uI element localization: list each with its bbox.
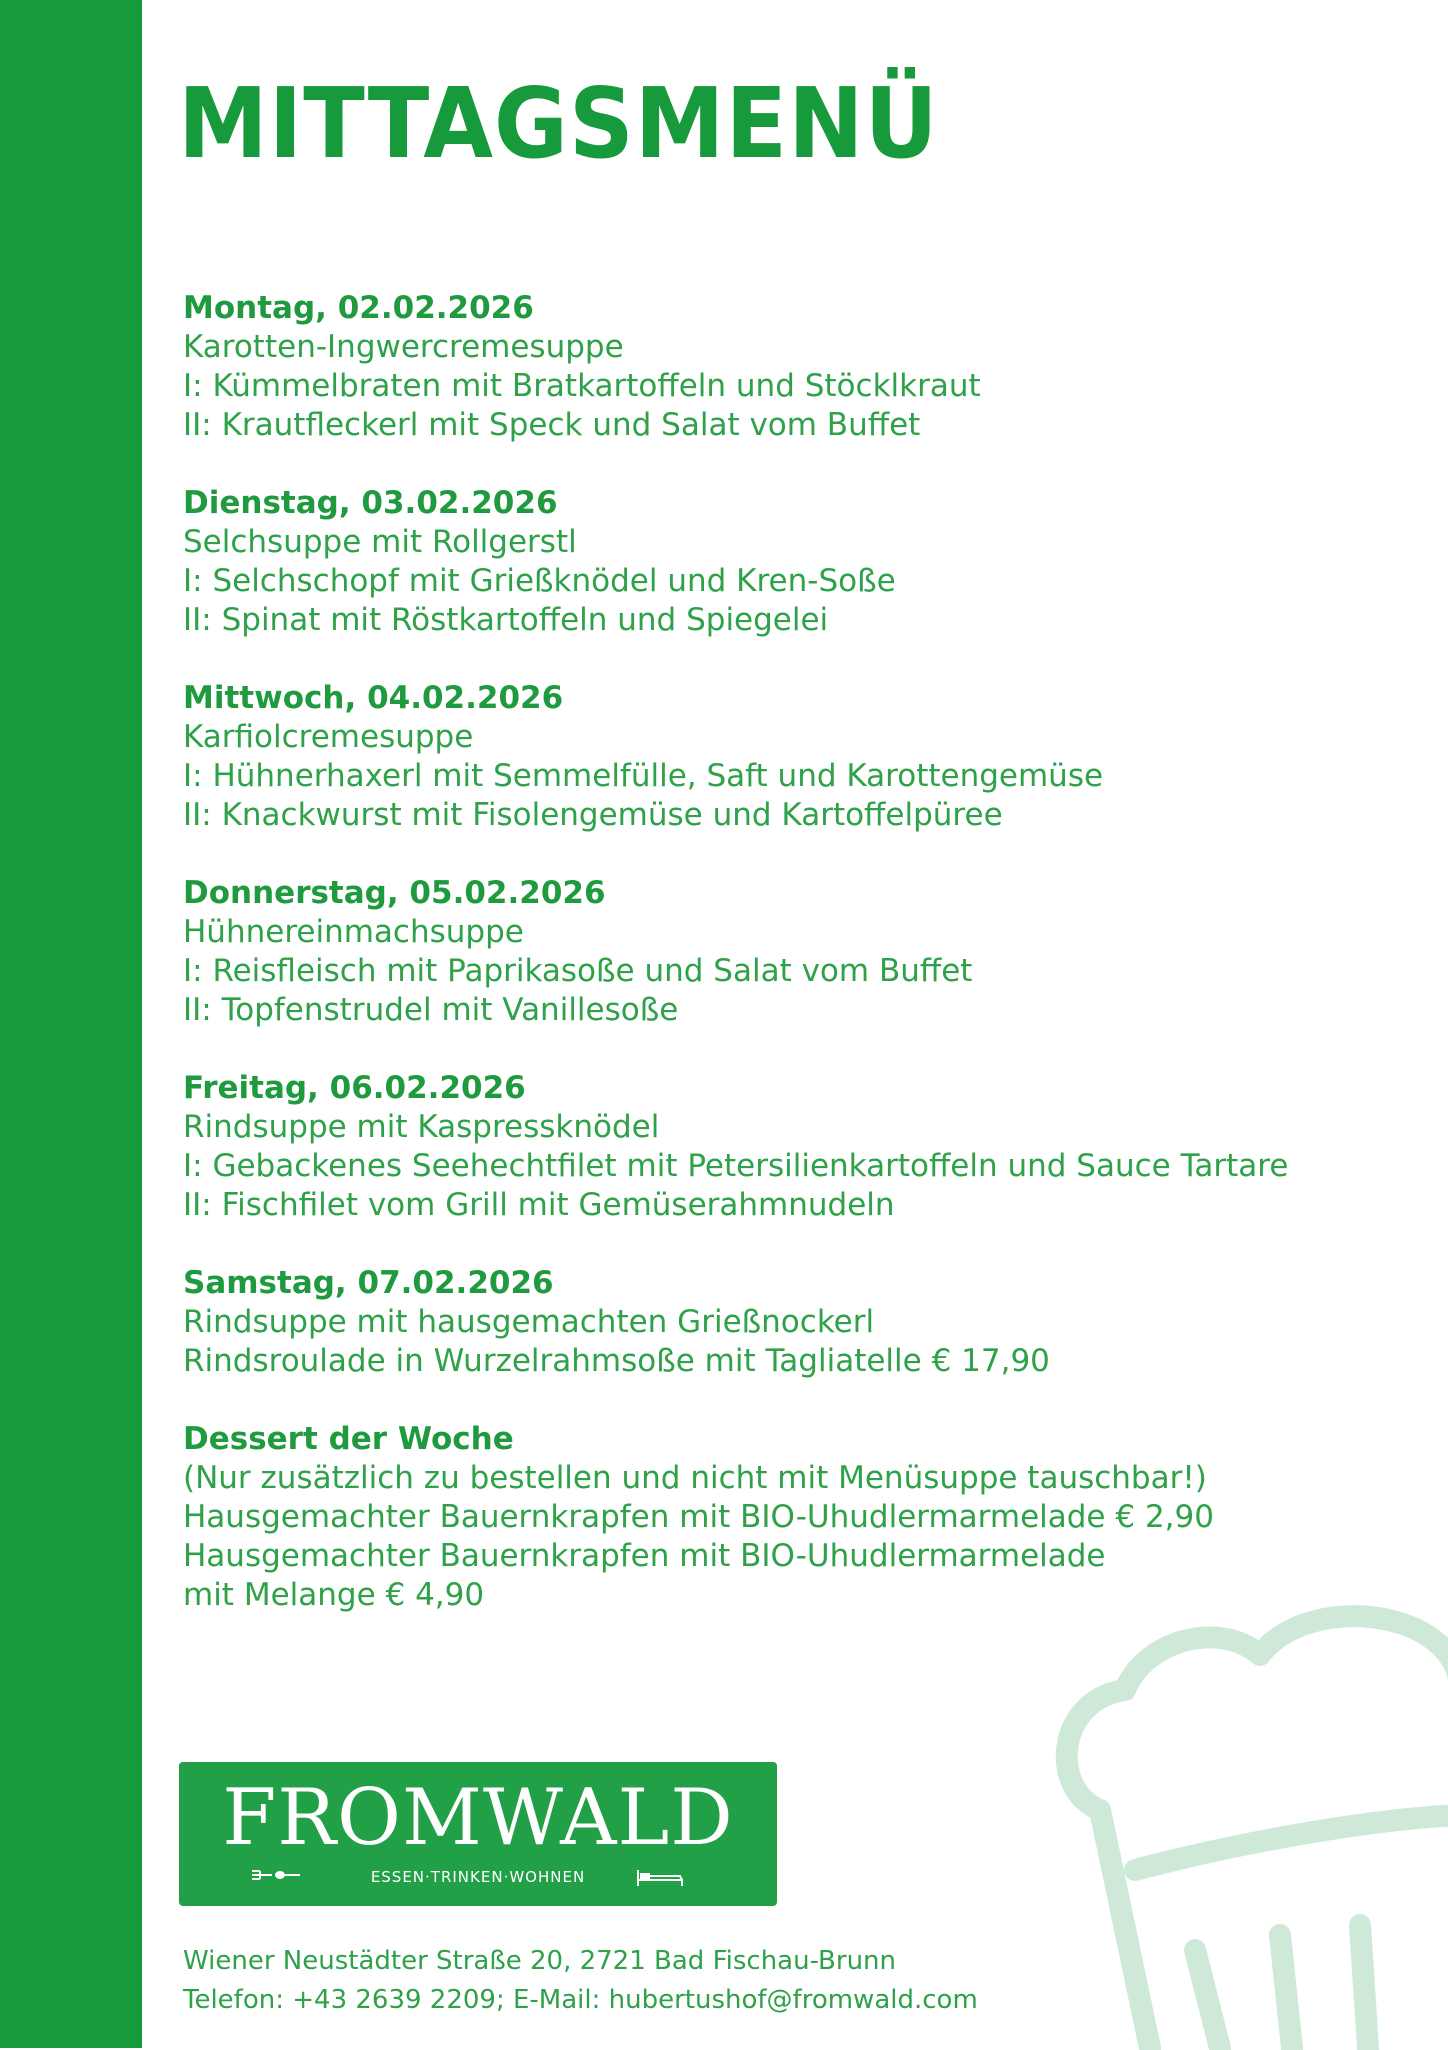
menu-line: Karotten-Ingwercremesuppe	[183, 329, 624, 365]
menu-line: I: Gebackenes Seehechtfilet mit Petersilienkartoffeln und Sauce Tartare	[183, 1148, 1289, 1184]
menu-day-monday	[183, 289, 1423, 445]
contact-info: Telefon: +43 2639 2209; E-Mail: hubertushof@fromwald.com	[183, 1985, 978, 2015]
menu-line: II: Fischfilet vom Grill mit Gemüserahmnudeln	[183, 1187, 895, 1223]
menu-day-tuesday	[183, 484, 1423, 640]
menu-line: I: Kümmelbraten mit Bratkartoffeln und Stöcklkraut	[183, 368, 981, 404]
menu-line: II: Topfenstrudel mit Vanillesoße	[183, 992, 679, 1028]
menu-line: Rindsuppe mit Kaspressknödel	[183, 1109, 660, 1145]
menu-line: Selchsuppe mit Rollgerstl	[183, 524, 577, 560]
menu-day-friday	[183, 1069, 1423, 1225]
menu-line: mit Melange € 4,90	[183, 1577, 485, 1613]
menu-line: Hausgemachter Bauernkrapfen mit BIO-Uhudlermarmelade € 2,90	[183, 1499, 1214, 1535]
green-side-bar	[0, 0, 142, 2048]
menu-line: Rindsroulade in Wurzelrahmsoße mit Tagliatelle € 17,90	[183, 1343, 1050, 1379]
menu-line: II: Spinat mit Röstkartoffeln und Spiegelei	[183, 602, 829, 638]
day-heading: Dienstag, 03.02.2026	[183, 485, 558, 521]
day-heading: Donnerstag, 05.02.2026	[183, 875, 606, 911]
menu-line: I: Selchschopf mit Grießknödel und Kren-Soße	[183, 563, 896, 599]
chef-hat-icon	[1030, 1570, 1448, 2050]
menu-line: Hühnereinmachsuppe	[183, 914, 524, 950]
logo-name: FROMWALD	[222, 1773, 734, 1863]
logo-tagline: ESSEN·TRINKEN·WOHNEN	[370, 1868, 586, 1886]
menu-line: Karfiolcremesuppe	[183, 719, 474, 755]
menu-day-thursday	[183, 874, 1423, 1030]
menu-line: Hausgemachter Bauernkrapfen mit BIO-Uhudlermarmelade	[183, 1538, 1106, 1574]
menu-line: II: Krautfleckerl mit Speck und Salat vom Buffet	[183, 407, 921, 443]
menu-day-saturday	[183, 1264, 1423, 1381]
bed-icon	[635, 1866, 685, 1890]
day-heading: Dessert der Woche	[183, 1421, 514, 1457]
day-heading: Samstag, 07.02.2026	[183, 1265, 554, 1301]
menu-day-wednesday	[183, 679, 1423, 835]
page-title: MITTAGSMENÜ	[178, 67, 939, 180]
day-heading: Mittwoch, 04.02.2026	[183, 680, 564, 716]
day-heading: Freitag, 06.02.2026	[183, 1070, 526, 1106]
day-heading: Montag, 02.02.2026	[183, 290, 534, 326]
menu-line: Rindsuppe mit hausgemachten Grießnockerl	[183, 1304, 875, 1340]
menu-line: I: Reisfleisch mit Paprikasoße und Salat vom Buffet	[183, 953, 973, 989]
weekly-menu	[183, 289, 1423, 1654]
menu-line: (Nur zusätzlich zu bestellen und nicht mit Menüsuppe tauschbar!)	[183, 1460, 1207, 1496]
menu-line: I: Hühnerhaxerl mit Semmelfülle, Saft und Karottengemüse	[183, 758, 1104, 794]
address: Wiener Neustädter Straße 20, 2721 Bad Fischau-Brunn	[183, 1946, 897, 1976]
menu-line: II: Knackwurst mit Fisolengemüse und Kartoffelpüree	[183, 797, 1003, 833]
footer-contact	[183, 1942, 978, 2020]
cutlery-icon	[250, 1866, 302, 1888]
